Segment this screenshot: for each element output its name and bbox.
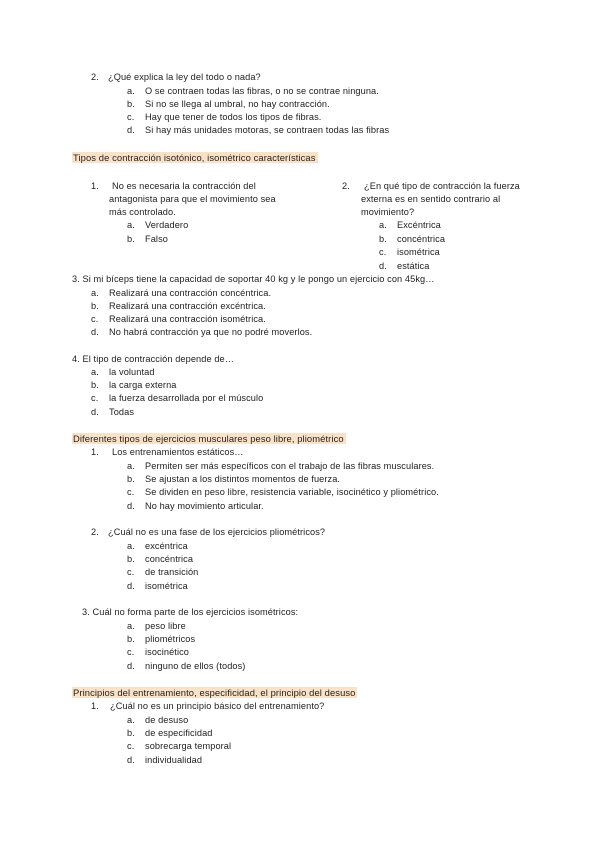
option-text: la fuerza desarrollada por el músculo: [109, 393, 264, 403]
option-text: Se ajustan a los distintos momentos de fuerza.: [145, 474, 341, 484]
question-text: ¿Cuál no es un principio básico del entrenamiento?: [110, 701, 325, 711]
option-letter: c.: [127, 487, 135, 497]
option-letter: b.: [127, 474, 135, 484]
q-number: 1.: [91, 181, 99, 191]
question-line: antagonista para que el movimiento sea: [109, 194, 276, 204]
option-letter: a.: [379, 220, 387, 230]
q-number: 2.: [342, 181, 350, 191]
option-text: peso libre: [145, 621, 186, 631]
option-text: Si no se llega al umbral, no hay contracción.: [145, 99, 330, 109]
option-letter: b.: [127, 728, 135, 738]
option-letter: d.: [91, 327, 99, 337]
option-text: isométrica: [145, 581, 188, 591]
option-letter: a.: [127, 220, 135, 230]
option-text: de transición: [145, 567, 199, 577]
option-text: No hay movimiento articular.: [145, 501, 264, 511]
option-letter: c.: [379, 247, 387, 257]
option-text: Permiten ser más específicos con el trabajo de las fibras musculares.: [145, 461, 435, 471]
option-letter: b.: [91, 301, 99, 311]
option-text: individualidad: [145, 755, 203, 765]
option-letter: c.: [127, 647, 135, 657]
option-letter: b.: [127, 234, 135, 244]
option-letter: a.: [91, 288, 99, 298]
question-text: 3. Cuál no forma parte de los ejercicios isométricos:: [82, 607, 299, 617]
question-text: ¿Cuál no es una fase de los ejercicios pliométricos?: [108, 527, 326, 537]
question-text: 4. El tipo de contracción depende de…: [72, 354, 235, 364]
option-text: concéntrica: [397, 234, 446, 244]
option-letter: b.: [127, 99, 135, 109]
section-heading-contraction-types: Tipos de contracción isotónico, isométrico características: [73, 152, 316, 163]
option-letter: c.: [127, 741, 135, 751]
option-letter: c.: [127, 112, 135, 122]
option-letter: b.: [91, 380, 99, 390]
option-letter: b.: [127, 634, 135, 644]
option-letter: d.: [127, 125, 135, 135]
option-letter: c.: [91, 314, 99, 324]
q-number: 1.: [91, 701, 99, 711]
option-text: Se dividen en peso libre, resistencia variable, isocinético y pliométrico.: [145, 487, 439, 497]
option-text: de desuso: [145, 715, 189, 725]
option-letter: a.: [127, 461, 135, 471]
question-line: externa es en sentido contrario al: [361, 194, 501, 204]
option-text: isométrica: [397, 247, 440, 257]
option-letter: a.: [127, 621, 135, 631]
q-number: 2.: [91, 72, 99, 82]
option-text: Si hay más unidades motoras, se contraen todas las fibras: [145, 125, 390, 135]
option-text: la carga externa: [109, 380, 177, 390]
option-text: Todas: [109, 407, 135, 417]
option-text: de especificidad: [145, 728, 213, 738]
option-text: Hay que tener de todos los tipos de fibras.: [145, 112, 322, 122]
question-line: más controlado.: [109, 207, 176, 217]
option-letter: a.: [127, 86, 135, 96]
option-text: sobrecarga temporal: [145, 741, 232, 751]
option-text: pliométricos: [145, 634, 196, 644]
option-text: O se contraen todas las fibras, o no se contrae ninguna.: [145, 86, 379, 96]
option-text: ninguno de ellos (todos): [145, 661, 246, 671]
option-letter: d.: [91, 407, 99, 417]
question-text: ¿Qué explica la ley del todo o nada?: [108, 72, 261, 82]
option-text: Falso: [145, 234, 168, 244]
option-letter: d.: [127, 661, 135, 671]
option-letter: c.: [127, 567, 135, 577]
option-letter: d.: [379, 261, 387, 271]
option-letter: d.: [127, 581, 135, 591]
question-text: Los entrenamientos estáticos…: [112, 447, 244, 457]
option-text: la voluntad: [109, 367, 155, 377]
section-heading-training-principles: Principios del entrenamiento, especificidad, el principio del desuso: [73, 687, 356, 698]
question-line: No es necesaria la contracción del: [112, 181, 256, 191]
option-letter: a.: [127, 541, 135, 551]
option-letter: a.: [91, 367, 99, 377]
option-text: isocinético: [145, 647, 189, 657]
option-text: No habrá contracción ya que no podré moverlos.: [109, 327, 313, 337]
option-letter: d.: [127, 501, 135, 511]
option-text: Excéntrica: [397, 220, 441, 230]
question-text: 3. Si mi bíceps tiene la capacidad de soportar 40 kg y le pongo un ejercicio con 45kg…: [72, 274, 435, 284]
option-text: estática: [397, 261, 430, 271]
option-text: Realizará una contracción concéntrica.: [109, 288, 272, 298]
option-letter: d.: [127, 755, 135, 765]
option-text: excéntrica: [145, 541, 188, 551]
option-letter: b.: [379, 234, 387, 244]
section-heading-exercise-types: Diferentes tipos de ejercicios musculares peso libre, pliométrico: [73, 433, 344, 444]
option-letter: c.: [91, 393, 99, 403]
option-text: Realizará una contracción excéntrica.: [109, 301, 266, 311]
question-line: movimiento?: [361, 207, 415, 217]
option-letter: b.: [127, 554, 135, 564]
option-text: Verdadero: [145, 220, 189, 230]
option-text: concéntrica: [145, 554, 194, 564]
q-number: 2.: [91, 527, 99, 537]
question-line: ¿En qué tipo de contracción la fuerza: [364, 181, 520, 191]
option-text: Realizará una contracción isométrica.: [109, 314, 266, 324]
option-letter: a.: [127, 715, 135, 725]
q-number: 1.: [91, 447, 99, 457]
